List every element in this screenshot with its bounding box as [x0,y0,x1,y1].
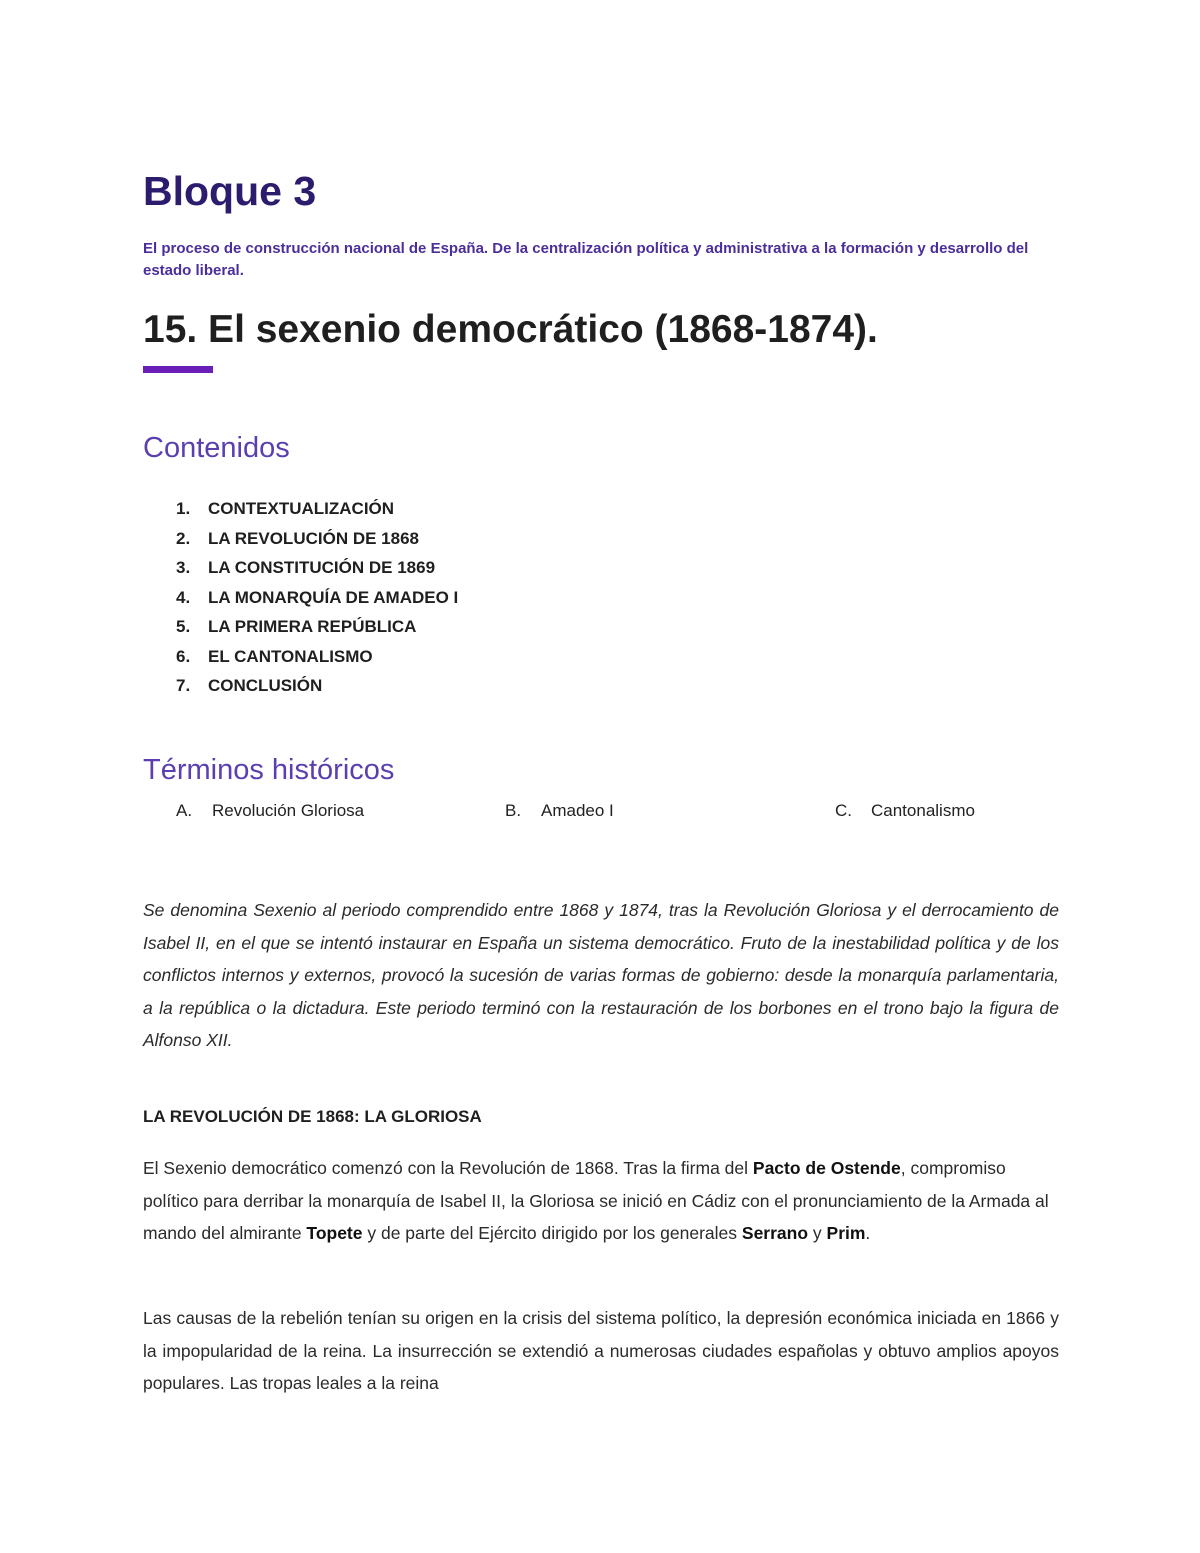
terms-heading: Términos históricos [143,754,395,786]
contents-item [143,524,458,554]
contents-item [143,642,458,672]
body-text: , compromiso político para derribar la monarquía de Isabel II, la Gloriosa se inició en Cádiz con el pronunciamiento de la Armada al mando del almirante [143,1158,1049,1243]
body-paragraph: Las causas de la rebelión tenían su origen en la crisis del sistema político, la depresión económica iniciada en 1866 y la impopularidad de la reina. La insurrección se extendió a numerosas ciudades españolas y obtuvo amplios apoyos populares. Las tropas leales a la reina [143,1308,1059,1393]
contents-item-label: LA MONARQUÍA DE AMADEO I [208,587,459,607]
contents-heading: Contenidos [143,432,290,464]
body-text: . [865,1223,871,1243]
block-title: Bloque 3 [143,168,317,214]
body-text: y de parte del Ejército dirigido por los generales [362,1223,742,1243]
contents-item-number: 5. [176,617,191,636]
term-letter: C. [835,801,852,820]
contents-item-number: 2. [176,528,191,548]
contents-item [143,553,458,583]
contents-item-number: 1. [176,499,191,518]
contents-item-number: 7. [176,676,191,695]
contents-item-label: LA CONSTITUCIÓN DE 1869 [208,558,436,577]
contents-list [143,494,458,701]
bold-term: Pacto de Ostende [752,1158,901,1178]
bold-term: Prim [826,1223,866,1243]
term-item [176,798,364,824]
contents-item [143,583,458,613]
terms-list [143,798,1059,824]
contents-item-number: 6. [176,646,191,666]
contents-item-label: CONCLUSIÓN [208,676,323,695]
term-item [505,798,614,824]
document-title: 15. El sexenio democrático (1868-1874). [143,308,878,351]
contents-item-number: 4. [176,587,191,607]
bold-term: Topete [306,1223,363,1243]
term-label: Revolución Gloriosa [212,801,365,820]
contents-item [143,612,458,642]
contents-item [143,671,458,701]
term-item [835,798,975,824]
contents-item-label: EL CANTONALISMO [208,646,373,666]
contents-item-label: LA PRIMERA REPÚBLICA [208,617,417,636]
body-text: y [808,1223,827,1243]
contents-item-label: CONTEXTUALIZACIÓN [208,499,395,518]
contents-item [143,494,458,524]
term-label: Cantonalismo [871,801,975,820]
bold-term: Serrano [741,1223,809,1243]
body-text: El Sexenio democrático comenzó con la Revolución de 1868. Tras la firma del [143,1158,753,1178]
contents-item-label: LA REVOLUCIÓN DE 1868 [208,528,419,548]
term-label: Amadeo I [541,801,614,820]
title-accent-bar [143,366,213,373]
contents-item-number: 3. [176,558,191,577]
intro-paragraph: Se denomina Sexenio al periodo comprendido entre 1868 y 1874, tras la Revolución Gloriosa y el derrocamiento de Isabel II, en el que se intentó instaurar en España un sistema democrático. Fruto de la inestabilidad política y de los conflictos internos y externos, provocó la sucesión de varias formas de gobierno: desde la monarquía parlamentaria, a la república o la dictadura. Este periodo terminó con la restauración de los borbones en el trono bajo la figura de Alfonso XII. [143,900,1059,1050]
block-subtitle: El proceso de construcción nacional de España. De la centralización política y administrativa a la formación y desarrollo del estado liberal. [143,240,1029,279]
section-title: LA REVOLUCIÓN DE 1868: LA GLORIOSA [143,1107,482,1126]
term-letter: B. [505,801,522,820]
term-letter: A. [176,801,193,820]
body-paragraph [143,1152,1059,1250]
